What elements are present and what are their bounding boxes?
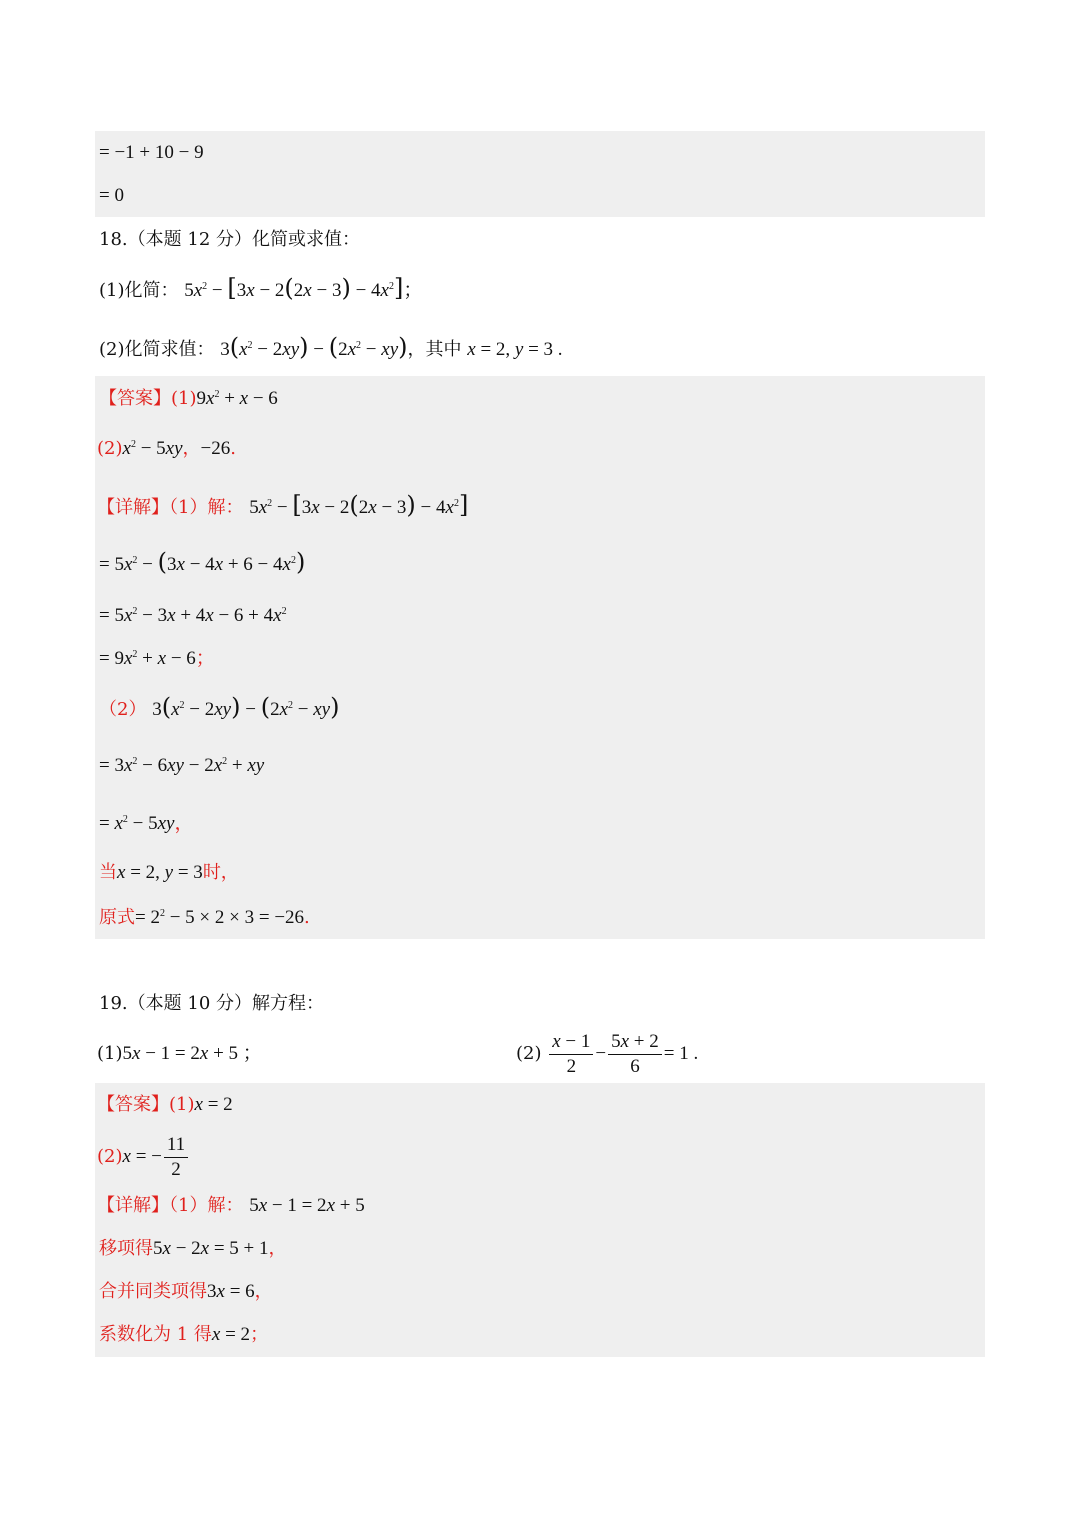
q18-prompt: 化简或求值：: [252, 229, 360, 250]
q19-answer1-label: (1): [169, 1094, 195, 1115]
q19-step-combine: 合并同类项得: [99, 1281, 207, 1302]
q18-detail-1: [97, 493, 468, 520]
q19-part2-expr: $\frac{x - 1}{2}$ − $\frac{5x + 2}{6}$ = 1 .: [547, 1043, 698, 1064]
q18-answer-1: [99, 387, 278, 411]
q18-part2-expr: $3(x^2 - 2xy) - (2x^2 - xy)$: [220, 333, 408, 361]
q18-answer2-expr: $x^2 - 5xy$: [122, 438, 183, 459]
q19-detail1-expr: 5x − 1 = 2x + 5: [249, 1195, 365, 1216]
q19-answer-2: [97, 1133, 190, 1182]
q19-step-1: 移项得5x − 2x = 5 + 1，: [99, 1238, 287, 1259]
q18-answer-2: $(2)x^2 - 5xy$，−26.: [97, 438, 236, 459]
q19-step-2: 合并同类项得3x = 6，: [99, 1281, 273, 1302]
q18-part2-cond-word: ，其中: [407, 339, 462, 360]
q18-step-2: = $5x^2 - 3x + 4x - 6 + 4x^2$: [99, 605, 287, 626]
q18-detail2-label: （2）: [99, 699, 147, 720]
q18-meta: （本题 12 分）: [127, 229, 252, 250]
q19-step2-expr: 3x = 6: [207, 1281, 255, 1302]
q18-when-word: 当: [99, 862, 117, 883]
q18-number: 18.: [99, 229, 128, 250]
q18-answer2-value: −26: [200, 438, 231, 459]
q19-step-3: 系数化为 1 得x = 2；: [99, 1324, 269, 1345]
q18-step-1: = $5x^2 - (3x - 4x + 6 - 4x^2)$: [99, 548, 306, 576]
q19-answer-1: [97, 1093, 233, 1117]
q18-part2: [99, 335, 563, 362]
q19-part2-label: (2): [516, 1042, 542, 1064]
q18-detail-tag: 【详解】: [97, 497, 169, 518]
q18-final-expr: = $2^2 - 5 \times 2 \times 3 = -26$: [135, 907, 305, 928]
q18-detail-2: [99, 695, 339, 722]
q19-answer1-expr: x = 2: [194, 1094, 233, 1115]
q18-header: [99, 228, 360, 252]
prev-step-1: = −1 + 10 − 9: [99, 142, 204, 163]
q19-step-coef: 系数化为 1 得: [99, 1324, 212, 1345]
q18-when-suffix: 时，: [202, 862, 239, 883]
q18-detail1-label: （1）解：: [169, 497, 244, 518]
q19-part1: [97, 1042, 262, 1066]
q18-step-6: [99, 861, 239, 885]
q18-part1-label: (1)化简：: [99, 280, 179, 301]
q19-detail1-label: （1）解：: [169, 1195, 244, 1216]
q19-step1-expr: 5x − 2x = 5 + 1: [153, 1238, 269, 1259]
q19-answer2-label: (2): [97, 1145, 123, 1167]
q19-step-move: 移项得: [99, 1238, 153, 1259]
q18-detail1-expr: $5x^2 - [3x - 2(2x - 3) - 4x^2]$: [249, 491, 469, 519]
q18-step-5: = $x^2 - 5xy$，: [99, 813, 194, 834]
q19-step3-expr: x = 2: [211, 1324, 251, 1345]
q18-detail2-expr: $3(x^2 - 2xy) - (2x^2 - xy)$: [152, 693, 340, 721]
q18-answer-tag: 【答案】: [99, 388, 171, 409]
q19-header: [99, 992, 324, 1016]
q18-answer1-expr: $9x^2 + x - 6$: [196, 388, 278, 409]
q19-meta: （本题 10 分）: [127, 993, 252, 1014]
q18-orig-word: 原式: [99, 907, 135, 928]
q18-step-4: = $3x^2 - 6xy - 2x^2$ + xy: [99, 755, 265, 776]
q19-answer2-expr: x = − $\frac{11}{2}$: [123, 1146, 191, 1167]
q18-part2-label: (2)化简求值：: [99, 339, 215, 360]
q18-part1: [99, 276, 422, 303]
q19-number: 19.: [99, 993, 128, 1014]
q19-prompt: 解方程：: [252, 993, 324, 1014]
q19-answer-tag: 【答案】: [97, 1094, 169, 1115]
prev-solution-block: [95, 131, 985, 217]
q18-answer2-label: (2): [97, 438, 123, 459]
q19-part2: [516, 1030, 698, 1079]
q18-step-3: = $9x^2 + x - 6$；: [99, 648, 215, 669]
q19-part1-expr: 5x − 1 = 2x + 5 ；: [122, 1043, 262, 1064]
q18-answer1-label: (1): [171, 388, 197, 409]
q18-part2-cond: x = 2, y = 3 .: [467, 339, 563, 360]
q18-part1-expr: $5x^2 - [3x - 2(2x - 3) - 4x^2]$；: [184, 274, 423, 302]
q18-step-7: 原式= $2^2 - 5 \times 2 \times 3 = -26$.: [99, 907, 310, 928]
q19-answer-block: [95, 1083, 985, 1357]
q19-detail-1: [97, 1194, 365, 1218]
q19-part1-label: (1): [97, 1043, 123, 1064]
q19-detail-tag: 【详解】: [97, 1195, 169, 1216]
prev-step-2: = 0: [99, 185, 124, 206]
q18-when-expr: x = 2, y = 3: [117, 862, 203, 883]
